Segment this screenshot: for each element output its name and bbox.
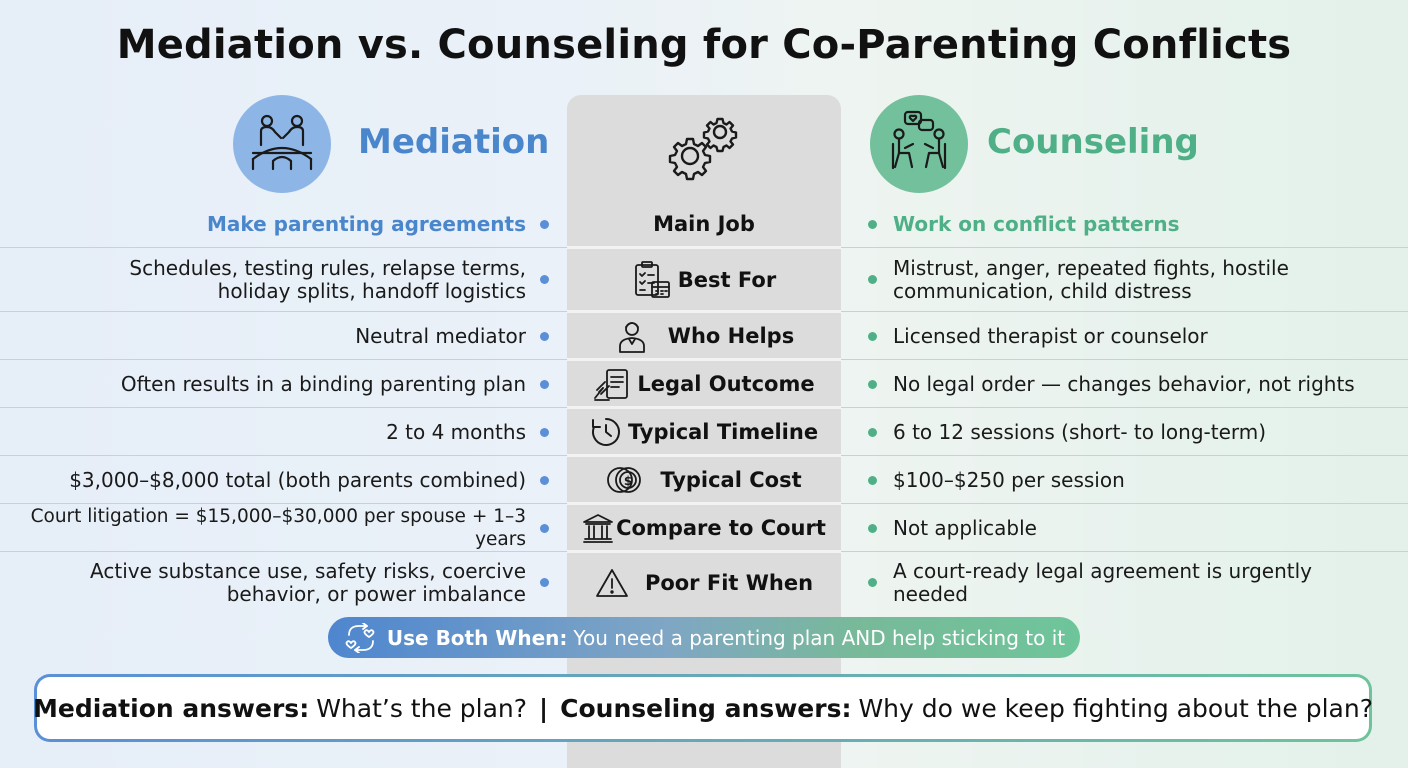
table-row bbox=[0, 200, 1408, 248]
mediation-answers-text: What’s the plan? bbox=[316, 693, 528, 723]
bullet-dot bbox=[540, 220, 549, 229]
table-row bbox=[0, 456, 1408, 504]
bullet-dot bbox=[540, 524, 549, 533]
bullet-dot bbox=[540, 578, 549, 587]
bullet-dot bbox=[540, 275, 549, 284]
bullet-dot bbox=[868, 476, 877, 485]
counseling-cell: $100–$250 per session bbox=[893, 467, 1125, 492]
page-title: Mediation vs. Counseling for Co-Parenting Conflicts bbox=[116, 22, 1292, 68]
table-row bbox=[0, 360, 1408, 408]
mediation-cell: 2 to 4 months bbox=[386, 419, 526, 444]
counseling-cell: Mistrust, anger, repeated fights, hostile communication, child distress bbox=[893, 256, 1289, 303]
mediation-cell: Neutral mediator bbox=[355, 323, 526, 348]
counseling-cell: Licensed therapist or counselor bbox=[893, 323, 1208, 348]
table-row bbox=[0, 504, 1408, 552]
row-label: Who Helps bbox=[567, 312, 841, 360]
gears-icon bbox=[664, 112, 742, 186]
bullet-dot bbox=[868, 380, 877, 389]
row-label: Best For bbox=[567, 248, 841, 312]
coins-icon bbox=[606, 463, 644, 497]
table-row bbox=[0, 312, 1408, 360]
use-both-banner bbox=[328, 617, 1080, 658]
mediation-header-label: Mediation bbox=[358, 122, 550, 162]
mediation-cell: Active substance use, safety risks, coercive behavior, or power imbalance bbox=[90, 559, 526, 606]
table-row bbox=[0, 248, 1408, 312]
bullet-dot bbox=[868, 220, 877, 229]
use-both-text: You need a parenting plan AND help sticking to it bbox=[573, 625, 1066, 650]
counseling-answers-text: Why do we keep fighting about the plan? bbox=[858, 693, 1373, 723]
therapy-chat-icon bbox=[870, 95, 968, 193]
mediation-cell: Often results in a binding parenting plan bbox=[120, 371, 526, 396]
warning-icon bbox=[595, 568, 629, 598]
hearts-exchange-icon bbox=[343, 623, 379, 653]
row-label: Compare to Court bbox=[567, 504, 841, 552]
handshake-bridge-icon bbox=[233, 95, 331, 193]
counseling-cell: No legal order — changes behavior, not rights bbox=[893, 371, 1355, 396]
mediation-answers-label: Mediation answers: bbox=[33, 693, 310, 723]
counseling-cell: Not applicable bbox=[893, 515, 1037, 540]
bullet-dot bbox=[868, 275, 877, 284]
row-label: Legal Outcome bbox=[567, 360, 841, 408]
checklist-calendar-icon bbox=[632, 260, 672, 300]
courthouse-icon bbox=[582, 512, 614, 544]
mediation-cell: $3,000–$8,000 total (both parents combined) bbox=[69, 467, 526, 492]
mediation-cell: Make parenting agreements bbox=[206, 211, 526, 236]
row-label: Poor Fit When bbox=[567, 552, 841, 614]
use-both-label: Use Both When: bbox=[386, 625, 568, 650]
bullet-dot bbox=[868, 578, 877, 587]
mediation-cell: Schedules, testing rules, relapse terms, holiday splits, handoff logistics bbox=[129, 256, 526, 303]
table-row bbox=[0, 408, 1408, 456]
bullet-dot bbox=[868, 524, 877, 533]
counseling-cell: 6 to 12 sessions (short- to long-term) bbox=[893, 419, 1267, 444]
table-row bbox=[0, 552, 1408, 614]
row-label: Typical Timeline bbox=[567, 408, 841, 456]
row-label: Main Job bbox=[653, 212, 755, 236]
counseling-cell: Work on conflict patterns bbox=[893, 211, 1180, 236]
summary-separator: | bbox=[539, 693, 549, 723]
bullet-dot bbox=[868, 428, 877, 437]
svg-text:$: $ bbox=[624, 474, 633, 488]
person-icon bbox=[614, 318, 650, 354]
row-label: $ Typical Cost bbox=[567, 456, 841, 504]
bullet-dot bbox=[540, 476, 549, 485]
gavel-document-icon bbox=[593, 366, 631, 402]
bullet-dot bbox=[540, 428, 549, 437]
counseling-header-label: Counseling bbox=[987, 122, 1199, 162]
clock-icon bbox=[590, 416, 622, 448]
bullet-dot bbox=[540, 380, 549, 389]
counseling-answers-label: Counseling answers: bbox=[560, 693, 852, 723]
mediation-cell: Court litigation = $15,000–$30,000 per spouse + 1–3 years bbox=[30, 506, 526, 550]
bullet-dot bbox=[540, 332, 549, 341]
summary-box bbox=[33, 677, 1373, 739]
bullet-dot bbox=[868, 332, 877, 341]
counseling-cell: A court-ready legal agreement is urgently needed bbox=[893, 559, 1312, 606]
